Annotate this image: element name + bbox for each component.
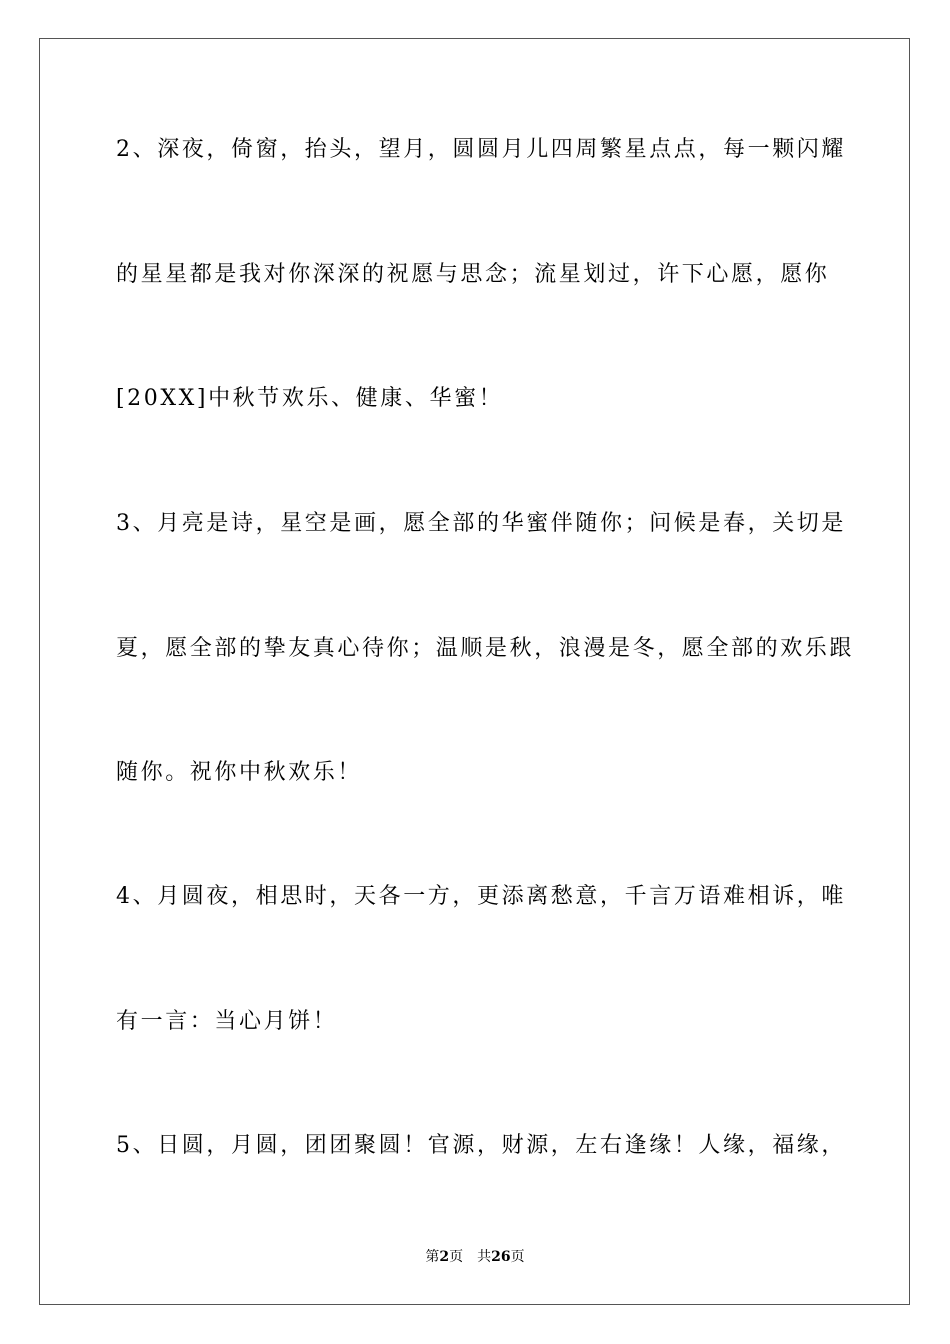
paragraph-3-line-3: 随你。祝你中秋欢乐！ [116, 760, 363, 785]
paragraph-3-line-2: 夏，愿全部的挚友真心待你；温顺是秋，浪漫是冬，愿全部的欢乐跟 [116, 636, 855, 661]
page-border [39, 38, 910, 1305]
footer-page-suffix: 页 [449, 1249, 464, 1265]
footer-total-prefix: 共 [477, 1249, 492, 1265]
footer-page-total: 26 [491, 1249, 511, 1265]
paragraph-3-line-1: 3、月亮是诗，星空是画，愿全部的华蜜伴随你；问候是春，关切是 [116, 511, 846, 536]
page-footer [0, 1248, 950, 1266]
paragraph-2-line-2: 的星星都是我对你深深的祝愿与思念；流星划过，许下心愿，愿你 [116, 262, 830, 287]
footer-page-current: 2 [439, 1249, 450, 1265]
paragraph-5-line-1: 5、日圆，月圆，团团聚圆！官源，财源，左右逢缘！人缘，福缘， [116, 1133, 846, 1158]
footer-page-prefix: 第 [425, 1249, 440, 1265]
paragraph-4-line-2: 有一言：当心月饼！ [116, 1009, 338, 1034]
paragraph-2-line-3: [20XX]中秋节欢乐、健康、华蜜！ [116, 386, 504, 411]
paragraph-2-line-1: 2、深夜，倚窗，抬头，望月，圆圆月儿四周繁星点点，每一颗闪耀 [116, 137, 846, 162]
footer-total-suffix: 页 [510, 1249, 525, 1265]
paragraph-4-line-1: 4、月圆夜，相思时，天各一方，更添离愁意，千言万语难相诉，唯 [116, 884, 846, 909]
